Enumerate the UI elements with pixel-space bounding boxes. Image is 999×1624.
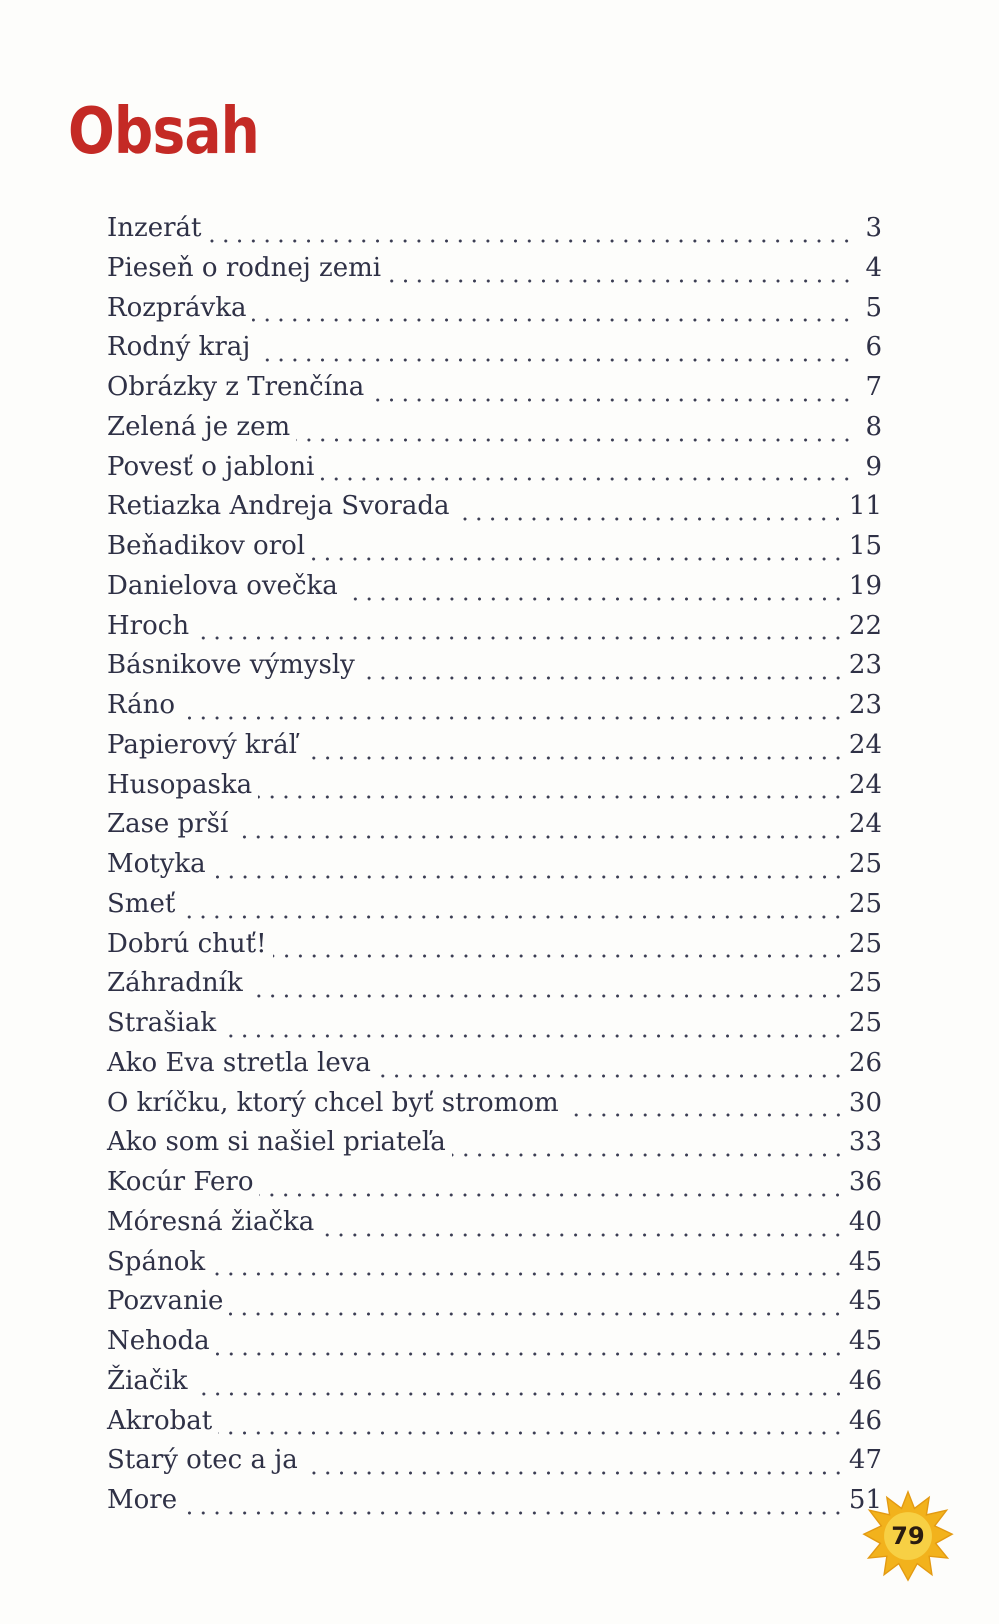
toc-entry[interactable] (107, 249, 882, 289)
toc-entry-page: 22 (848, 610, 882, 641)
toc-entry[interactable] (107, 1362, 882, 1402)
toc-entry-title: Ako Eva stretla leva (107, 1047, 371, 1078)
dot-leader (194, 1368, 845, 1398)
dot-leader (218, 1407, 845, 1437)
toc-entry-title: Hroch (107, 610, 190, 641)
toc-entry-title: Zelená je zem (107, 411, 291, 442)
toc-entry-page: 25 (848, 1008, 882, 1038)
toc-entry[interactable] (107, 527, 882, 567)
toc-entry[interactable] (107, 805, 882, 845)
toc-entry-title: Rozprávka (107, 292, 247, 323)
toc-entry-title: Obrázky z Trenčína (107, 372, 365, 402)
toc-entry[interactable] (107, 1203, 882, 1243)
toc-entry-page: 40 (848, 1206, 882, 1237)
toc-entry-page: 24 (848, 769, 882, 800)
toc-entry-page: 33 (848, 1127, 882, 1158)
dot-leader (387, 255, 854, 285)
toc-entry-page: 24 (848, 809, 882, 840)
dot-leader (252, 294, 854, 324)
toc-entry[interactable] (107, 328, 882, 368)
toc-entry[interactable] (107, 1282, 882, 1322)
dot-leader (256, 334, 854, 364)
toc-entry[interactable] (107, 448, 882, 488)
dot-leader (320, 453, 854, 483)
toc-entry-title: O kríčku, ktorý chcel byť stromom (107, 1087, 559, 1118)
dot-leader (229, 1288, 844, 1318)
toc-entry[interactable] (107, 1163, 882, 1203)
toc-entry-title: Inzerát (107, 213, 202, 243)
dot-leader (304, 1447, 845, 1477)
toc-entry-title: Nehoda (107, 1326, 210, 1356)
toc-entry[interactable] (107, 1322, 882, 1362)
toc-entry-title: Beňadikov orol (107, 531, 306, 561)
toc-entry-page: 15 (848, 531, 882, 561)
dot-leader (211, 1248, 845, 1278)
toc-entry-title: Zase prší (107, 809, 229, 840)
toc-entry-title: Žiačik (107, 1365, 188, 1396)
toc-entry[interactable] (107, 1481, 882, 1521)
toc-entry-title: Starý otec a ja (107, 1445, 298, 1476)
toc-entry-page: 25 (848, 849, 882, 879)
toc-entry-page: 7 (865, 372, 882, 402)
dot-leader (361, 652, 845, 682)
toc-entry-title: More (107, 1485, 178, 1515)
toc-entry-title: Básnikove výmysly (107, 650, 355, 681)
toc-entry-title: Spánok (107, 1246, 206, 1277)
dot-leader (216, 1328, 845, 1358)
toc-entry-title: Pieseň o rodnej zemi (107, 252, 382, 283)
toc-entry[interactable] (107, 1243, 882, 1283)
toc-entry-page: 3 (865, 213, 882, 243)
toc-entry-page: 8 (865, 411, 882, 442)
toc-entry[interactable] (107, 607, 882, 647)
toc-entry-page: 6 (865, 332, 882, 363)
dot-leader (311, 533, 845, 563)
toc-entry-page: 25 (848, 888, 882, 919)
dot-leader (212, 851, 845, 881)
toc-entry-title: Motyka (107, 849, 206, 879)
dot-leader (344, 573, 845, 603)
page-number: 79 (891, 1522, 925, 1550)
dot-leader (565, 1089, 845, 1119)
toc-entry[interactable] (107, 408, 882, 448)
toc-entry-title: Papierový kráľ (107, 729, 297, 760)
toc-entry[interactable] (107, 885, 882, 925)
toc-entry-title: Ráno (107, 690, 176, 720)
toc-entry-page: 19 (848, 570, 882, 601)
toc-entry-page: 46 (848, 1365, 882, 1396)
toc-entry-title: Smeť (107, 888, 176, 919)
dot-leader (258, 771, 845, 801)
dot-leader (273, 930, 845, 960)
toc-entry-page: 23 (848, 650, 882, 681)
dot-leader (183, 1487, 845, 1517)
dot-leader (234, 811, 845, 841)
table-of-contents (107, 209, 882, 1521)
toc-entry-page: 25 (848, 928, 882, 959)
page-title: Obsah (68, 95, 259, 169)
dot-leader (207, 215, 854, 245)
toc-entry-page: 24 (848, 729, 882, 760)
toc-entry-page: 30 (848, 1087, 882, 1118)
dot-leader (455, 493, 844, 523)
toc-entry-page: 25 (848, 968, 882, 999)
toc-entry[interactable] (107, 368, 882, 408)
toc-entry[interactable] (107, 1402, 882, 1442)
dot-leader (181, 891, 845, 921)
toc-entry-title: Pozvanie (107, 1286, 224, 1317)
toc-entry[interactable] (107, 567, 882, 607)
toc-entry[interactable] (107, 1004, 882, 1044)
page-number-badge (862, 1490, 954, 1582)
toc-entry-title: Povesť o jabloni (107, 451, 315, 482)
toc-entry[interactable] (107, 1044, 882, 1084)
toc-entry-title: Retiazka Andreja Svorada (107, 491, 450, 522)
toc-entry-title: Danielova ovečka (107, 570, 338, 601)
toc-entry-page: 51 (848, 1485, 882, 1515)
dot-leader (370, 374, 854, 404)
toc-entry-title: Strašiak (107, 1008, 217, 1038)
toc-entry[interactable] (107, 925, 882, 965)
toc-entry-title: Dobrú chuť! (107, 928, 267, 959)
toc-entry-page: 11 (848, 491, 882, 522)
toc-entry-page: 26 (848, 1047, 882, 1078)
toc-entry-page: 47 (848, 1445, 882, 1476)
dot-leader (303, 732, 845, 762)
toc-entry-title: Husopaska (107, 769, 253, 800)
toc-entry[interactable] (107, 1123, 882, 1163)
toc-entry-title: Akrobat (107, 1405, 213, 1436)
toc-entry-title: Záhradník (107, 968, 243, 999)
toc-entry[interactable] (107, 1084, 882, 1124)
dot-leader (249, 970, 845, 1000)
dot-leader (452, 1129, 845, 1159)
toc-entry-page: 45 (848, 1326, 882, 1356)
toc-entry-page: 4 (865, 252, 882, 283)
dot-leader (320, 1209, 845, 1239)
toc-entry-page: 45 (848, 1286, 882, 1317)
toc-entry[interactable] (107, 726, 882, 766)
toc-entry-title: Kocúr Fero (107, 1167, 254, 1197)
toc-entry[interactable] (107, 1441, 882, 1481)
toc-entry[interactable] (107, 766, 882, 806)
toc-entry[interactable] (107, 487, 882, 527)
dot-leader (181, 692, 845, 722)
dot-leader (195, 612, 845, 642)
toc-entry[interactable] (107, 686, 882, 726)
toc-entry[interactable] (107, 646, 882, 686)
toc-entry[interactable] (107, 209, 882, 249)
toc-entry-title: Móresná žiačka (107, 1206, 315, 1237)
toc-entry[interactable] (107, 845, 882, 885)
dot-leader (222, 1010, 845, 1040)
toc-entry[interactable] (107, 964, 882, 1004)
toc-entry-title: Rodný kraj (107, 332, 251, 363)
toc-entry-page: 45 (848, 1246, 882, 1277)
toc-entry-title: Ako som si našiel priateľa (107, 1127, 446, 1158)
dot-leader (296, 414, 854, 444)
toc-entry-page: 23 (848, 690, 882, 720)
toc-entry-page: 46 (848, 1405, 882, 1436)
toc-entry-page: 36 (848, 1167, 882, 1197)
toc-entry[interactable] (107, 289, 882, 329)
dot-leader (259, 1169, 844, 1199)
toc-entry-page: 5 (865, 292, 882, 323)
toc-entry-page: 9 (865, 451, 882, 482)
dot-leader (377, 1050, 845, 1080)
